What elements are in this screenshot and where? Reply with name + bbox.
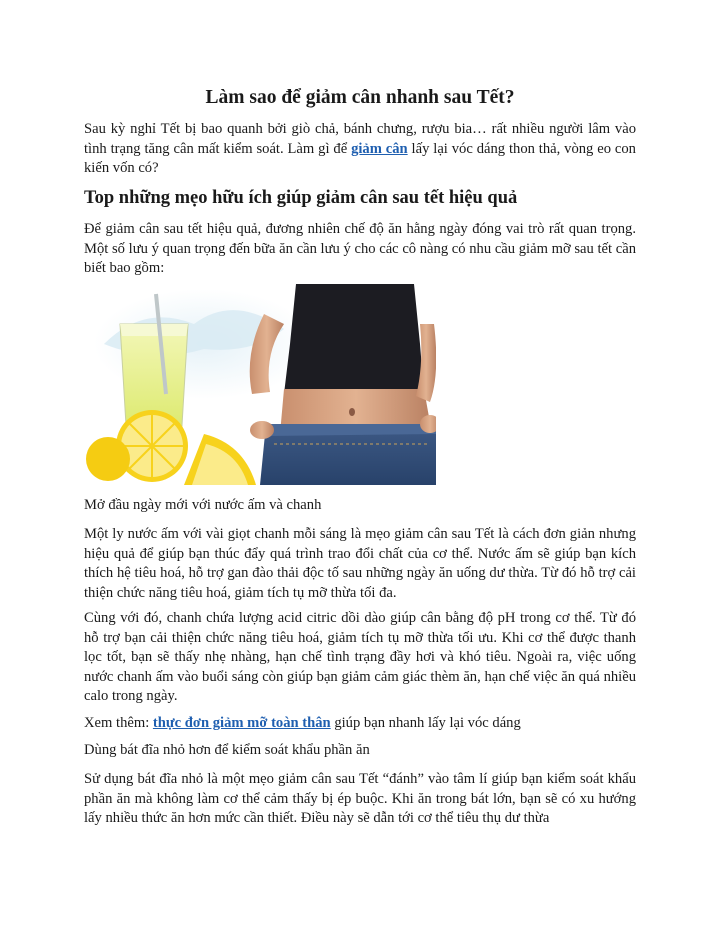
see-more-paragraph <box>84 714 636 734</box>
tip1-text-1: Một ly nước ấm với vài giọt chanh mỗi sáng là mẹo giảm cân sau Tết là cách đơn giản nhưng hiệu quả để giúp bạn thúc đẩy quá trình trao đổi chất của cơ thể. Nước ấm sẽ giúp bạn kích thích hệ tiêu hoá, hỗ trợ gan đào thải độc tố sau những ngày ăn uống dư thừa. Từ đó hỗ trợ cải thiện chức năng tiêu hoá, giảm tích tụ mỡ thừa tối đa. <box>84 526 636 601</box>
tip2-title-block <box>84 741 636 761</box>
intro-text: Sau kỳ nghỉ Tết bị bao quanh bởi giò chả, bánh chưng, rượu bia… rất nhiều người lâm vào tình trạng tăng cân mất kiểm soát. Làm gì để <box>84 121 636 157</box>
tip1-paragraph-2 <box>84 609 636 707</box>
section-intro <box>84 220 636 279</box>
tip1-paragraph-1 <box>84 525 636 603</box>
tip2-title: Dùng bát đĩa nhỏ hơn để kiểm soát khẩu phần ăn <box>84 742 370 758</box>
tip1-title-block <box>84 496 636 516</box>
fat-loss-menu-link[interactable]: thực đơn giảm mỡ toàn thân <box>152 715 331 731</box>
see-more-text: giúp bạn nhanh lấy lại vóc dáng <box>330 715 521 731</box>
lemon-water-waist-image <box>84 284 436 485</box>
article-title: Làm sao để giảm cân nhanh sau Tết? <box>205 87 515 108</box>
tip2-paragraph-1 <box>84 770 636 829</box>
section-intro-text: Để giảm cân sau tết hiệu quả, đương nhiên chế độ ăn hằng ngày đóng vai trò rất quan trọng. Một số lưu ý quan trọng đến bữa ăn cần lưu ý cho các cô nàng có nhu cầu giảm mỡ sau tết cần biết bao gồm: <box>84 221 636 277</box>
see-more-label: Xem thêm: <box>84 715 153 731</box>
section-heading: Top những mẹo hữu ích giúp giảm cân sau tết hiệu quả <box>84 188 518 208</box>
intro-text-end: lấy lại vóc dáng thon thả, vòng eo con kiến vốn có? <box>84 140 636 177</box>
tip1-title: Mở đầu ngày mới với nước ấm và chanh <box>84 497 322 513</box>
intro-paragraph <box>84 120 636 179</box>
tip2-text-1: Sử dụng bát đĩa nhỏ là một mẹo giảm cân sau Tết “đánh” vào tâm lí giúp bạn kiểm soát khẩu phần ăn mà không làm cơ thể cảm thấy bị ép buộc. Khi ăn trong bát lớn, bạn sẽ có xu hướng lấy nhiều thức ăn hơn mức cần thiết. Điều này sẽ dẫn tới cơ thể tiêu thụ dư thừa <box>84 771 636 827</box>
weight-loss-link[interactable]: giảm cân <box>351 140 408 157</box>
tip1-text-2: Cùng với đó, chanh chứa lượng acid citric dồi dào giúp cân bằng độ pH trong cơ thể. Từ đó hỗ trợ bạn cải thiện chức năng tiêu hoá, giảm tích tụ mỡ thừa tối ưu. Khi cơ thể được thanh lọc tốt, bạn sẽ thấy nhẹ nhàng, hạn chế tình trạng đầy hơi và khó tiêu. Ngoài ra, việc uống nước chanh ấm vào buổi sáng còn giúp bạn giảm cảm giác thèm ăn, hạn chế việc ăn quá nhiều calo trong ngày. <box>84 610 636 705</box>
